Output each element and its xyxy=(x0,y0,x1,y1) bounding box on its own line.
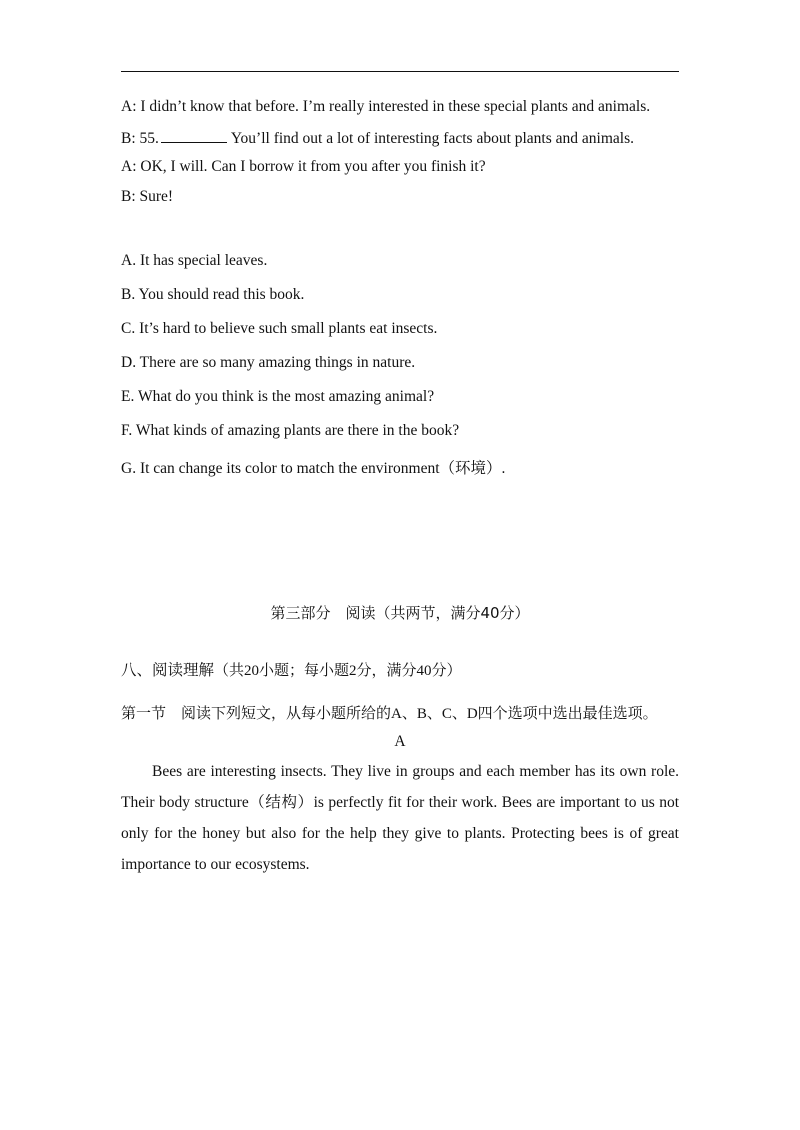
header-rule xyxy=(121,71,679,72)
section-note: （共20小题；每小题2分，满分40分） xyxy=(214,663,462,679)
section-heading xyxy=(121,658,462,680)
part-title: 第三部分 阅读（共两节，满分40分） xyxy=(270,604,530,622)
instruction: 第一节 阅读下列短文，从每小题所给的A、B、C、D四个选项中选出最佳选项。 xyxy=(121,706,658,722)
dialogue-line-4: B: Sure! xyxy=(121,188,174,205)
option-f: F. What kinds of amazing plants are there in the book? xyxy=(121,422,460,439)
dialogue-line-1: A: I didn’t know that before. I’m really interested in these special plants and animals. xyxy=(121,98,651,115)
passage-text: Bees are interesting insects. They live in groups and each member has its own role. Their body structure（结构）is perfectly fit for their work. Bees are important to us not only for the honey but also for the help they give to plants. Protecting bees is of great importance to our ecosystems. xyxy=(121,763,679,873)
option-d: D. There are so many amazing things in nature. xyxy=(121,354,416,371)
option-a: A. It has special leaves. xyxy=(121,252,268,269)
dialogue-line-3: A: OK, I will. Can I borrow it from you after you finish it? xyxy=(121,158,486,175)
dialogue-line-2-text: You’ll find out a lot of interesting facts about plants and animals. xyxy=(230,130,634,147)
option-g: G. It can change its color to match the environment（环境）. xyxy=(121,460,506,477)
section-title: 八、阅读理解 xyxy=(121,661,215,679)
dialogue-line-2 xyxy=(121,128,634,148)
answer-blank-55[interactable] xyxy=(161,128,227,143)
option-c: C. It’s hard to believe such small plants eat insects. xyxy=(121,320,438,337)
passage-label: A xyxy=(394,733,406,750)
question-number: B: 55. xyxy=(121,130,159,147)
option-b: B. You should read this book. xyxy=(121,286,305,303)
option-e: E. What do you think is the most amazing animal? xyxy=(121,388,435,405)
